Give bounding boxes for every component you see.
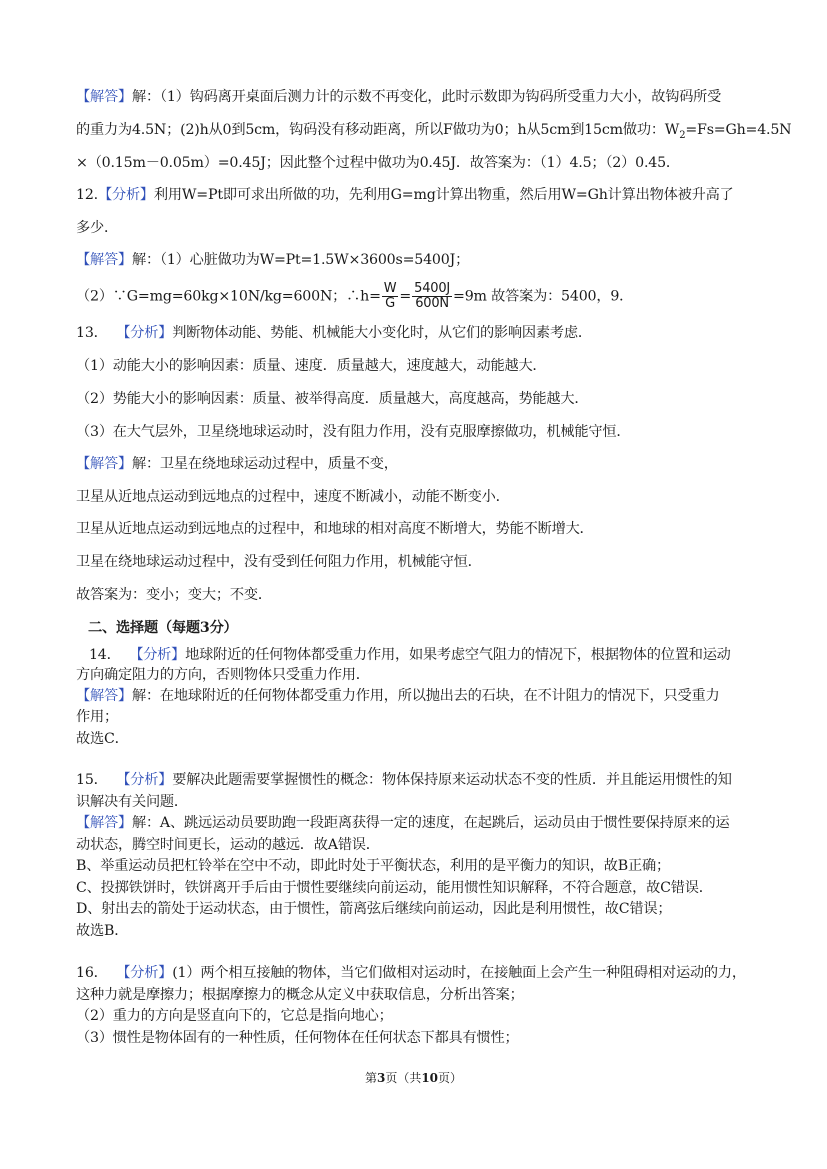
question-12-analysis-line-2: 多少．	[76, 220, 118, 236]
question-number: 12.	[76, 187, 98, 203]
analysis-tag: 【分析】	[129, 647, 186, 663]
answer-tag: 【解答】	[76, 89, 132, 105]
answer-13-line-1: 【解答】解：卫星在绕地球运动过程中，质量不变，	[76, 456, 398, 472]
section-heading: 二、选择题（每题3分）	[88, 620, 238, 636]
fraction-w-over-g: $\frac{W}{G}$	[383, 281, 397, 311]
answer-tag: 【解答】	[76, 252, 132, 268]
answer-15-conclusion: 故选B．	[76, 923, 129, 939]
answer-13-line-2: 卫星从近地点运动到远地点的过程中，速度不断减小，动能不断变小．	[76, 489, 510, 505]
fraction-5400-over-600: $\frac{5400J}{600N}$	[414, 281, 451, 311]
answer-tag: 【解答】	[76, 815, 132, 831]
question-16-point-3: （3）惯性是物体固有的一种性质，任何物体在任何状态下都具有惯性；	[76, 1030, 519, 1046]
question-13-point-2: （2）势能大小的影响因素：质量、被举得高度．质量越大，高度越高，势能越大．	[76, 391, 589, 407]
total-pages-number: 10	[421, 1071, 439, 1085]
answer-15-line-2: 动状态，腾空时间更长，运动的越远．故A错误．	[76, 837, 380, 853]
answer-11-line-3: ×（0.15m－0.05m）=0.45J；因此整个过程中做功为0.45J．故答案为：（1）4.5；（2）0.45．	[76, 155, 680, 171]
answer-11-line-2: 的重力为4.5N；(2)h从0到5cm，钩码没有移动距离，所以F做功为0；h从5cm到15cm做功：$W_2=Fs=Gh=4.5N$	[76, 122, 792, 141]
answer-13-line-4: 卫星在绕地球运动过程中，没有受到任何阻力作用，机械能守恒．	[76, 554, 482, 570]
answer-13-line-3: 卫星从近地点运动到远地点的过程中，和地球的相对高度不断增大，势能不断增大．	[76, 521, 594, 537]
question-15-analysis-line-2: 识解决有关问题．	[76, 794, 188, 810]
question-number: 14．	[88, 647, 121, 663]
answer-15-option-d: D、射出去的箭处于运动状态，由于惯性，箭离弦后继续向前运动，因此是利用惯性，故C错误；	[76, 901, 672, 917]
question-13-point-3: （3）在大气层外，卫星绕地球运动时，没有阻力作用，没有克服摩擦做功，机械能守恒．	[76, 424, 631, 440]
answer-12-line-1: 【解答】解：（1）心脏做功为W=Pt=1.5W×3600s=5400J；	[76, 252, 470, 268]
answer-14-line-1: 【解答】解：在地球附近的任何物体都受重力作用，所以抛出去的石块，在不计阻力的情况下，只受重力	[76, 688, 720, 704]
answer-15-line-1: 【解答】解：A、跳远运动员要助跑一段距离获得一定的速度，在起跳后，运动员由于惯性要保持原来的运	[76, 815, 730, 831]
question-number: 13．	[76, 325, 108, 341]
question-number: 15．	[76, 772, 108, 788]
question-14-analysis-line-2: 方向确定阻力的方向，否则物体只受重力作用．	[76, 667, 370, 683]
answer-14-line-3: 故选C．	[76, 731, 129, 747]
analysis-tag: 【分析】	[97, 187, 154, 203]
answer-tag: 【解答】	[76, 688, 132, 704]
answer-15-option-b: B、举重运动员把杠铃举在空中不动，即此时处于平衡状态，利用的是平衡力的知识，故B正确；	[76, 858, 670, 874]
analysis-tag: 【分析】	[116, 325, 173, 341]
page-footer: 第3页（共10页）	[364, 1071, 463, 1085]
question-15-analysis-line-1: 15． 【分析】要解决此题需要掌握惯性的概念：物体保持原来运动状态不变的性质．并且能运用惯性的知	[76, 772, 732, 788]
analysis-tag: 【分析】	[116, 965, 173, 981]
analysis-tag: 【分析】	[116, 772, 173, 788]
current-page-number: 3	[376, 1071, 386, 1085]
question-16-point-2: （2）重力的方向是竖直向下的，它总是指向地心；	[76, 1008, 393, 1024]
question-16-analysis-line-2: 这种力就是摩擦力；根据摩擦力的概念从定义中获取信息，分析出答案；	[76, 987, 524, 1003]
question-14-analysis-line-1: 14． 【分析】地球附近的任何物体都受重力作用，如果考虑空气阻力的情况下，根据物体的位置和运动	[88, 647, 731, 663]
question-12-analysis-line-1: 12.【分析】利用W=Pt即可求出所做的功，先利用G=mg计算出物重，然后用W=Gh计算出物体被升高了	[76, 187, 734, 203]
question-16-analysis-line-1: 16． 【分析】(1）两个相互接触的物体，当它们做相对运动时，在接触面上会产生一种阻碍相对运动的力，	[76, 965, 746, 981]
answer-13-line-5: 故答案为：变小；变大；不变．	[76, 587, 272, 603]
answer-tag: 【解答】	[76, 456, 132, 472]
question-number: 16．	[76, 965, 108, 981]
answer-15-option-c: C、投掷铁饼时，铁饼离开手后由于惯性要继续向前运动，能用惯性知识解释，不符合题意，故C错误．	[76, 880, 713, 896]
answer-14-line-2: 作用；	[76, 709, 118, 725]
question-13-point-1: （1）动能大小的影响因素：质量、速度．质量越大，速度越大，动能越大．	[76, 358, 547, 374]
answer-11-line-1: 【解答】解：（1）钩码离开桌面后测力计的示数不再变化，此时示数即为钩码所受重力大小，故钩码所受	[76, 89, 722, 105]
answer-12-line-2: （2）∵G=mg=60kg×10N/kg=600N；∴h= $\frac{W}{G}$ = $\frac{5400J}{600N}$ =9m 故答案为：5400，9．	[76, 281, 634, 311]
question-13-analysis: 13． 【分析】判断物体动能、势能、机械能大小变化时，从它们的影响因素考虑．	[76, 325, 592, 341]
